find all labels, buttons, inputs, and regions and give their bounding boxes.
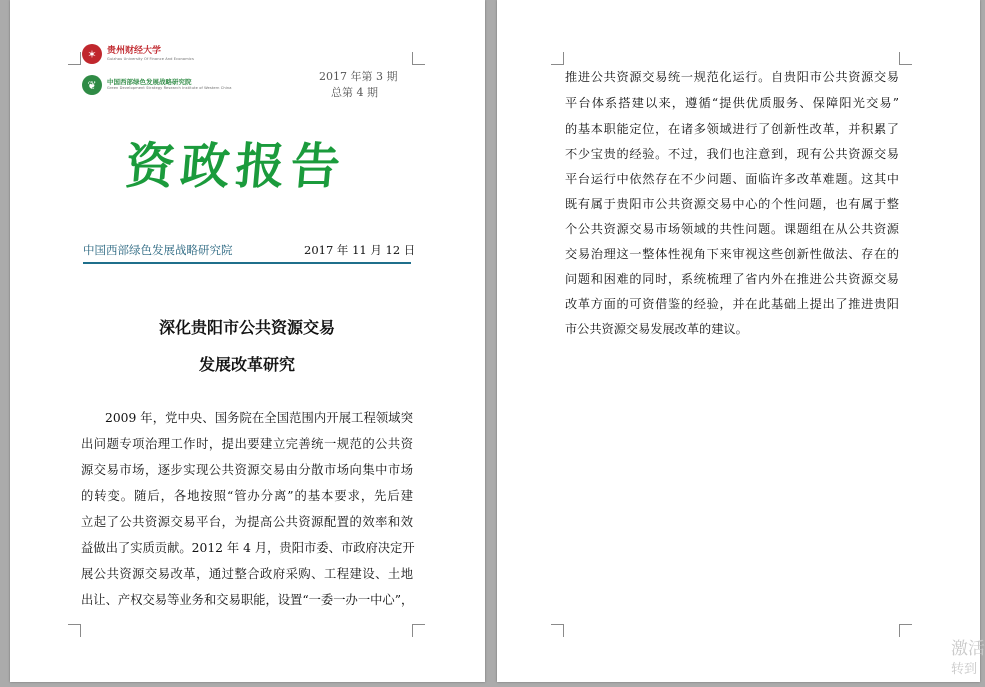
crop-mark — [899, 52, 912, 65]
body-text-line: 源交易市场，逐步实现公共资源交易由分散市场向集中市场 — [81, 463, 413, 477]
document-page-1 — [10, 0, 485, 682]
body-text-line: 不少宝贵的经验。不过，我们也注意到，现有公共资源交易 — [565, 147, 899, 161]
body-text-line: 的转变。随后，各地按照“管办分离”的基本要求，先后建 — [81, 489, 413, 503]
body-text-line: 展公共资源交易改革，通过整合政府采购、工程建设、土地 — [81, 567, 413, 581]
institute-name-en: Green Development Strategy Research Institute of Western China — [107, 86, 232, 91]
body-text-line: 市公共资源交易发展改革的建议。 — [565, 322, 748, 336]
university-seal-icon: ✶ — [82, 44, 102, 64]
body-text-line: 既有属于贵阳市公共资源交易中心的个性问题，也有属于整 — [565, 197, 899, 211]
body-text-line: 的基本职能定位，在诸多领域进行了创新性改革，并积累了 — [565, 122, 899, 136]
issue-number: 2017 年第 3 期 — [319, 70, 398, 83]
crop-mark — [551, 52, 564, 65]
institute-logo — [82, 75, 232, 95]
body-text-line: 立起了公共资源交易平台，为提高公共资源配置的效率和效 — [81, 515, 413, 529]
body-text-line: 问题和困难的同时，系统梳理了省内外在推进公共资源交易 — [565, 272, 899, 286]
total-issue-number: 总第 4 期 — [331, 86, 378, 99]
institute-name: 中国西部绿色发展战略研究院 — [107, 77, 192, 86]
crop-mark — [68, 52, 81, 65]
activation-watermark: 激活 — [951, 639, 985, 659]
body-text-line: 推进公共资源交易统一规范化运行。自贵阳市公共资源交易 — [565, 70, 899, 84]
header-rule — [83, 262, 411, 264]
body-text-line: 交易治理这一整体性视角下来审视这些创新性做法、存在的 — [565, 247, 899, 261]
body-text-line: 改革方面的可资借鉴的经验，并在此基础上提出了推进贵阳 — [565, 297, 899, 311]
institute-leaf-icon: ❦ — [82, 75, 102, 95]
body-text-line: 平台运行中依然存在不少问题、面临许多改革难题。这其中 — [565, 172, 899, 186]
body-text-line: 益做出了实质贡献。2012 年 4 月，贵阳市委、市政府决定开 — [81, 541, 415, 555]
body-text-line: 个公共资源交易市场领域的共性问题。课题组在从公共资源 — [565, 222, 899, 236]
report-title-line-2: 发展改革研究 — [198, 355, 295, 374]
publisher-name: 中国西部绿色发展战略研究院 — [83, 243, 233, 257]
masthead-title: 资政报告 — [123, 138, 349, 195]
body-text-line: 平台体系搭建以来，遵循“提供优质服务、保障阳光交易” — [565, 96, 899, 110]
body-text-line: 2009 年，党中央、国务院在全国范围内开展工程领域突 — [105, 411, 413, 425]
crop-mark — [412, 52, 425, 65]
university-logo — [82, 44, 194, 64]
body-text-line: 出让、产权交易等业务和交易职能，设置“一委一办一中心”， — [81, 593, 414, 607]
crop-mark — [899, 624, 912, 637]
body-text-line: 出问题专项治理工作时，提出要建立完善统一规范的公共资 — [81, 437, 413, 451]
publish-date: 2017 年 11 月 12 日 — [304, 243, 416, 257]
university-name: 贵州财经大学 — [107, 45, 162, 56]
crop-mark — [551, 624, 564, 637]
report-title-line-1: 深化贵阳市公共资源交易 — [158, 318, 335, 337]
activation-watermark-sub: 转到 — [951, 662, 978, 677]
university-name-en: Guizhou University Of Finance And Economics — [107, 56, 194, 61]
crop-mark — [68, 624, 81, 637]
crop-mark — [412, 624, 425, 637]
document-page-2 — [497, 0, 985, 682]
